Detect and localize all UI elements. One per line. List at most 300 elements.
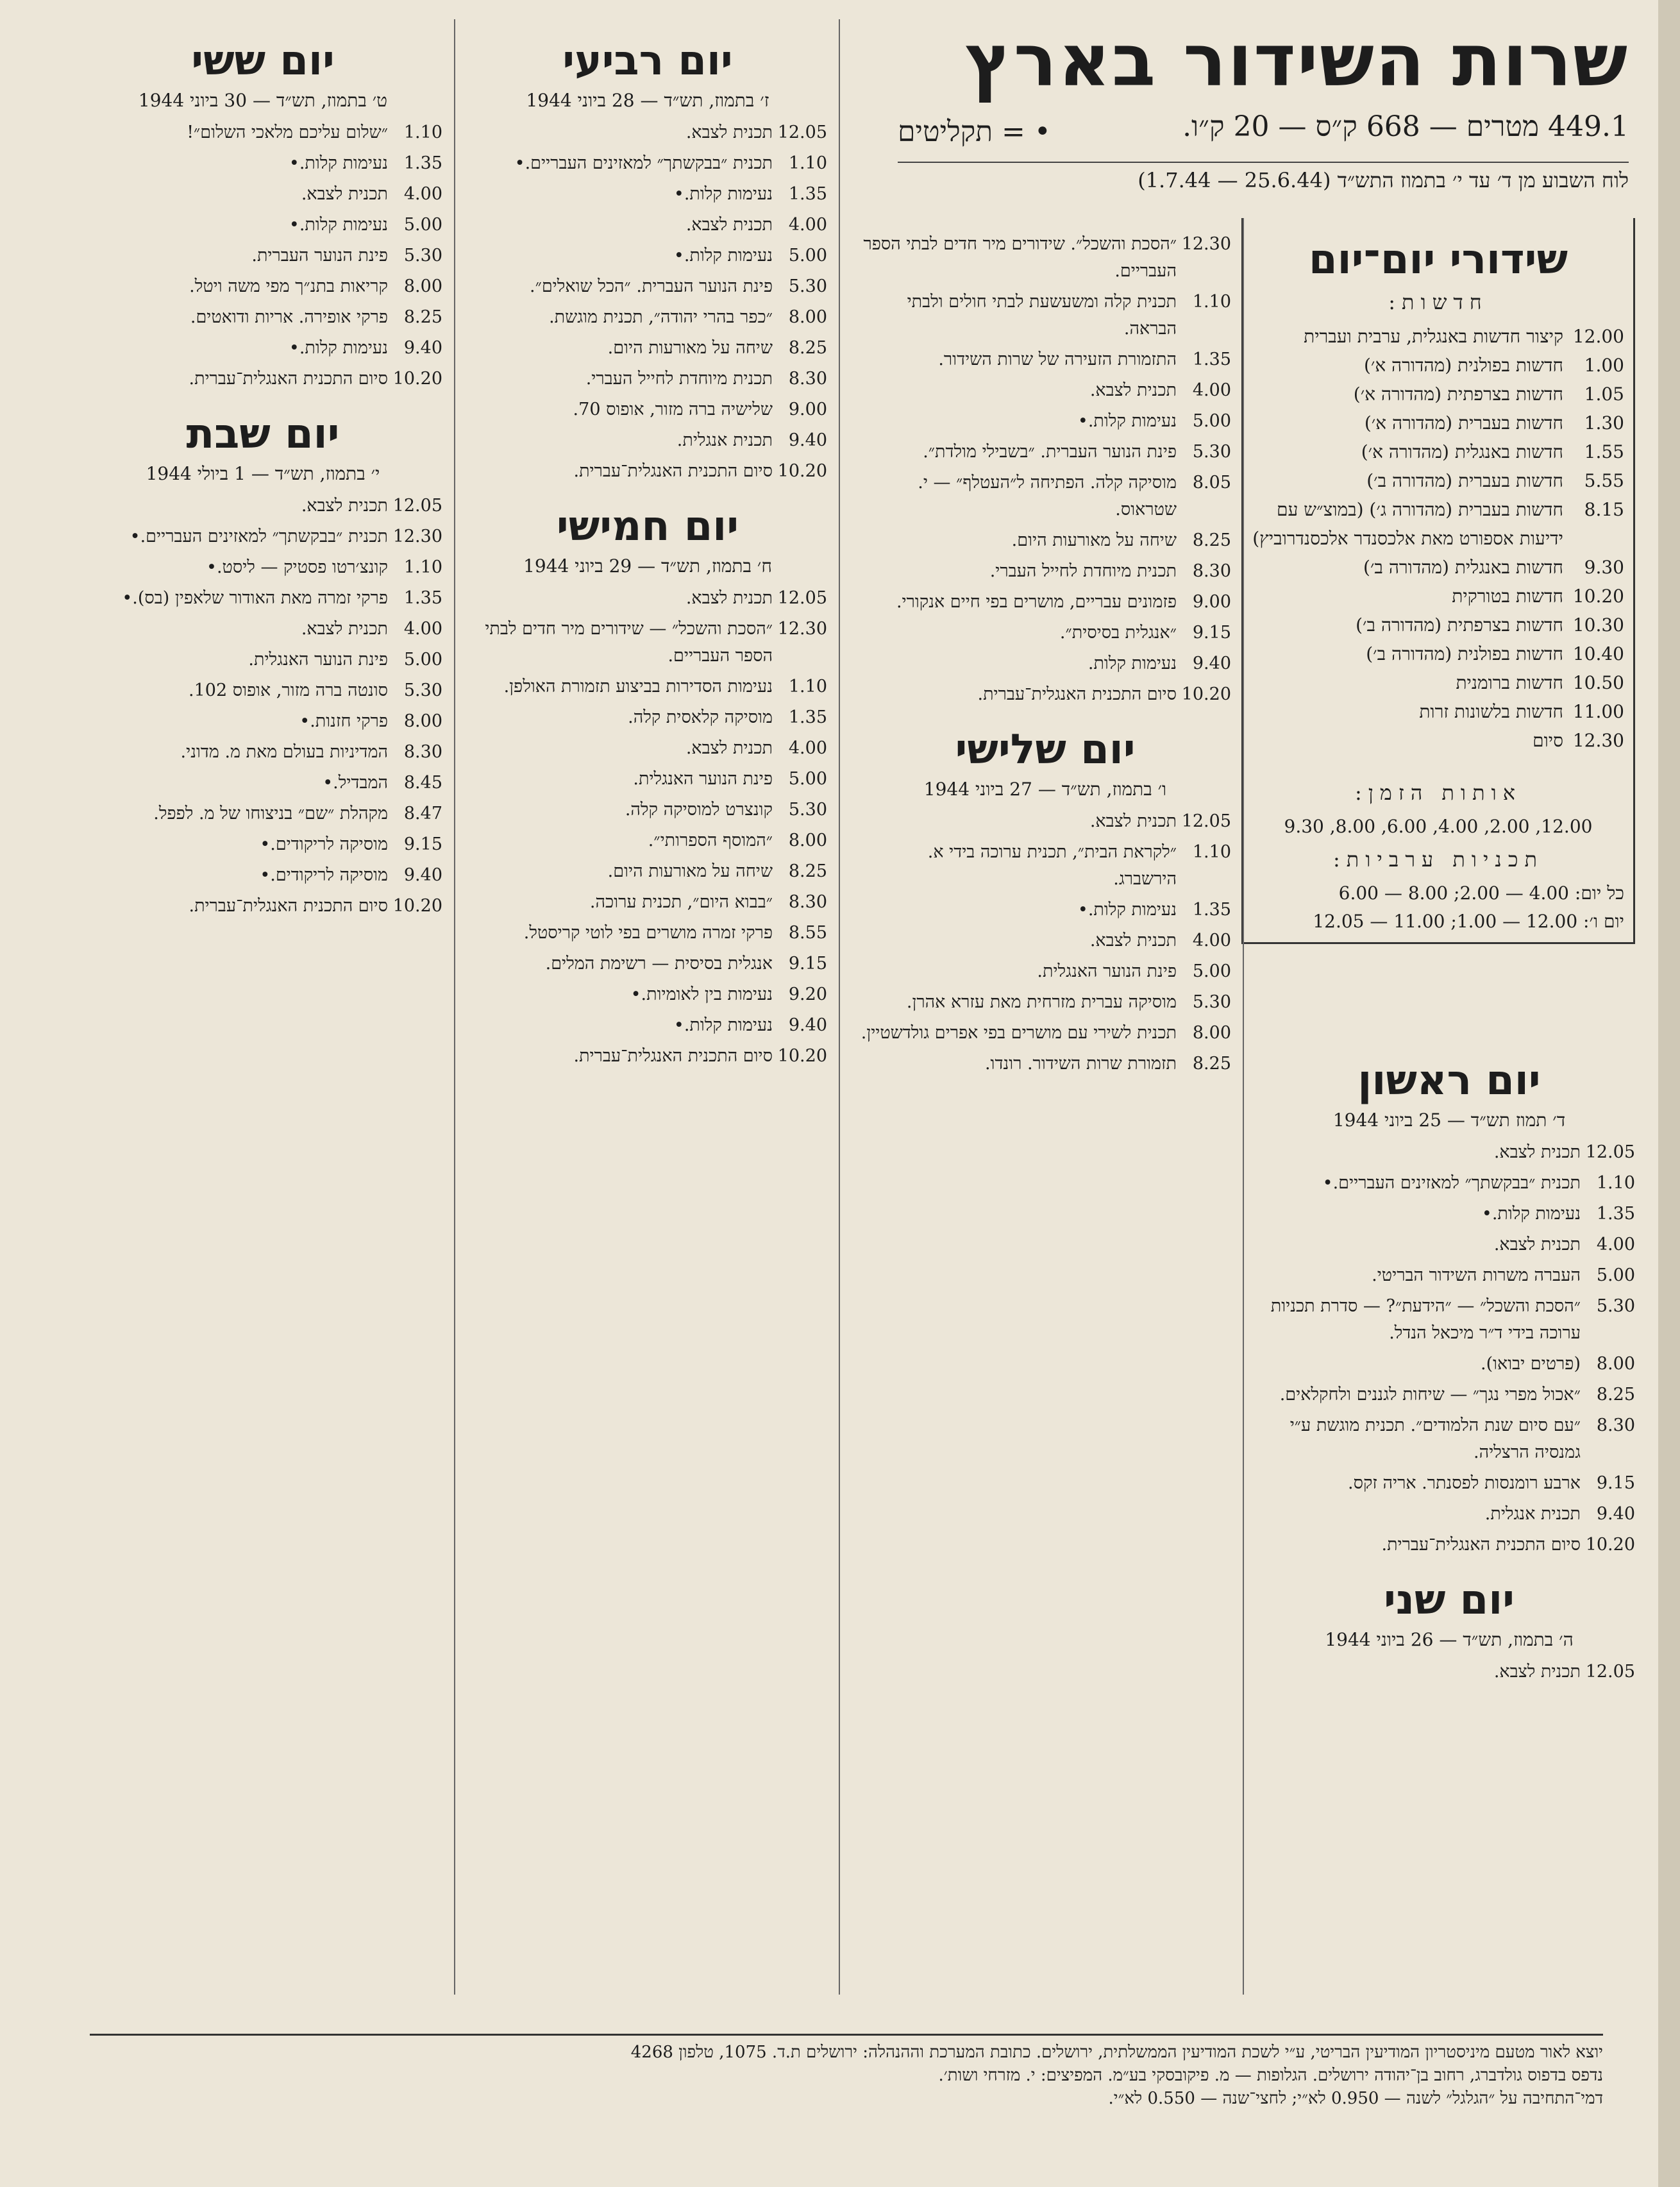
program-text: אנגלית בסיסית — רשימת המלים. <box>545 954 773 974</box>
program-text: תכנית ״בבקשתך״ למאזינים העבריים.• <box>1322 1173 1581 1193</box>
news-row <box>1252 726 1624 755</box>
program-item <box>1263 1231 1635 1258</box>
program-text: פזמונים עבריים, מושרים בפי חיים אנקורי. <box>896 592 1177 612</box>
program-time: 8.25 <box>1596 1385 1635 1405</box>
program-time: 5.30 <box>1192 442 1231 462</box>
program-item <box>859 927 1231 954</box>
program-time: 9.15 <box>403 834 442 854</box>
program-item <box>1263 1501 1635 1528</box>
news-time: 8.15 <box>1584 499 1624 520</box>
program-item <box>83 770 442 797</box>
news-time: 5.55 <box>1584 470 1624 491</box>
program-time: 8.30 <box>788 892 827 912</box>
column-rule <box>454 19 455 1995</box>
news-time: 10.30 <box>1572 614 1624 636</box>
program-time: 4.00 <box>788 215 827 235</box>
program-text: תכנית לצבא. <box>1493 1235 1581 1254</box>
program-text: ״לקראת הבית״, תכנית ערוכה בידי א. הירשברג. <box>927 842 1177 889</box>
news-text: חדשות בלשונות זרות <box>1419 701 1563 722</box>
news-time: 10.20 <box>1572 586 1624 607</box>
program-text: תכנית לצבא. <box>301 619 388 639</box>
program-time: 12.30 <box>1181 234 1231 254</box>
program-text: תכנית לצבא. <box>1089 380 1177 400</box>
program-text: ״שלום עליכם מלאכי השלום״! <box>187 122 388 142</box>
news-text: קיצור חדשות באנגלית, ערבית ועברית <box>1304 326 1563 347</box>
program-time: 5.30 <box>1596 1296 1635 1316</box>
program-time: 8.00 <box>403 276 442 296</box>
program-time: 5.30 <box>788 800 827 820</box>
program-time: 5.30 <box>788 276 827 296</box>
program-item <box>859 439 1231 466</box>
program-time: 10.20 <box>1585 1535 1635 1555</box>
program-item <box>859 958 1231 985</box>
program-item <box>859 589 1231 616</box>
program-item <box>468 396 827 423</box>
program-time: 12.05 <box>777 122 827 142</box>
program-text: נעימות קלות.• <box>289 153 388 173</box>
program-item <box>83 677 442 704</box>
program-time: 5.00 <box>1192 411 1231 431</box>
program-text: המדיניות בעולם מאת מ. מדוני. <box>180 742 388 762</box>
program-text: נעימות קלות.• <box>1077 411 1177 431</box>
program-text: נעימות קלות.• <box>673 184 773 204</box>
daily-box <box>1241 218 1635 944</box>
program-time: 9.00 <box>1192 592 1231 612</box>
program-time: 9.15 <box>1596 1473 1635 1493</box>
program-item <box>83 212 442 239</box>
program-time: 8.05 <box>1192 473 1231 493</box>
news-time: 11.00 <box>1572 701 1624 722</box>
program-text: נעימות קלות.• <box>1481 1204 1581 1224</box>
program-text: תכנית לצבא. <box>301 496 388 516</box>
program-time: 8.25 <box>403 307 442 327</box>
program-item <box>468 616 827 670</box>
program-time: 8.30 <box>788 369 827 389</box>
news-time: 10.40 <box>1572 643 1624 664</box>
day-date: ט׳ בתמוז, תש״ד — 30 ביוני 1944 <box>138 90 388 111</box>
program-text: העברה משרות השידור הבריטי. <box>1372 1265 1581 1285</box>
program-text: תכנית לצבא. <box>1089 931 1177 950</box>
program-item <box>83 554 442 581</box>
program-time: 8.00 <box>788 307 827 327</box>
program-item <box>83 150 442 177</box>
program-text: סיום התכנית האנגלית־עברית. <box>189 896 388 916</box>
program-time: 1.35 <box>788 707 827 727</box>
program-time: 4.00 <box>788 738 827 758</box>
program-item <box>859 620 1231 646</box>
program-time: 8.30 <box>403 742 442 762</box>
program-time: 1.10 <box>788 677 827 697</box>
program-item <box>1263 1139 1635 1166</box>
program-text: תזמורת שרות השידור. רונדו. <box>984 1054 1177 1074</box>
program-item <box>1263 1201 1635 1228</box>
footer-line-3: דמי־התחיבה על ״הגלגל״ לשנה — 0.950 לא״י; לחצי־שנה — 0.550 לא״י. <box>1108 2089 1603 2108</box>
program-time: 5.00 <box>403 215 442 235</box>
program-time: 8.25 <box>788 861 827 881</box>
program-item <box>468 212 827 239</box>
program-text: (פרטים יבואו). <box>1481 1354 1581 1374</box>
program-item <box>468 920 827 947</box>
program-item <box>83 523 442 550</box>
program-item <box>468 150 827 177</box>
program-text: תכנית לצבא. <box>685 588 773 608</box>
program-time: 5.00 <box>1596 1265 1635 1285</box>
program-item <box>859 897 1231 924</box>
program-item <box>83 616 442 643</box>
program-item <box>859 1051 1231 1077</box>
program-time: 10.20 <box>1181 684 1231 704</box>
program-text: פרקי זמרה מאת האודור שלאפין (בס).• <box>122 588 388 608</box>
program-text: מוסיקה קלאסית קלה. <box>628 707 773 727</box>
day-title: יום שני <box>1383 1576 1515 1624</box>
program-text: תכנית לצבא. <box>1089 811 1177 831</box>
footer-line-1: יוצא לאור מטעם מיניסטריון המודיעין הבריטי, ע״י לשכת המודיעין הממשלתית, ירושלים. כתובת המערכת וההנהלה: ירושלים ת.ד. 1075, טלפון 4268 <box>630 2043 1603 2062</box>
news-text: חדשות בפולנית (מהדורה ב׳) <box>1366 643 1563 664</box>
program-text: ״הסכת והשכל״. שידורים מיר חדים לבתי הספר העבריים. <box>863 234 1177 281</box>
program-text: ״הסכת והשכל״ — שידורים מיר חדים לבתי הספר העבריים. <box>485 619 773 666</box>
program-text: תכנית לצבא. <box>1493 1142 1581 1162</box>
program-text: פרקי חזנות.• <box>299 711 388 731</box>
program-item <box>1263 1659 1635 1685</box>
program-text: סיום התכנית האנגלית־עברית. <box>189 369 388 389</box>
program-time: 8.55 <box>788 923 827 943</box>
program-time: 5.00 <box>788 246 827 266</box>
program-text: ״כפר בהרי יהודה״, תכנית מוגשת. <box>549 307 773 327</box>
program-item <box>468 304 827 331</box>
news-text: חדשות בפולנית (מהדורה א׳) <box>1363 355 1563 376</box>
masthead-title: שרות השידור בארץ <box>964 19 1629 103</box>
program-time: 1.10 <box>403 122 442 142</box>
program-item <box>1263 1381 1635 1408</box>
program-text: מקהלת ״שם״ בניצוחו של מ. לפפל. <box>153 804 388 823</box>
day-date: ז׳ בתמוז, תש״ד — 28 ביוני 1944 <box>526 90 769 111</box>
program-item <box>859 527 1231 554</box>
program-item <box>859 1020 1231 1047</box>
program-item <box>83 585 442 612</box>
day-title: יום ששי <box>191 37 335 85</box>
program-text: ״בבוא היום״, תכנית ערוכה. <box>589 892 773 912</box>
news-text: חדשות בעברית (מהדורה ב׳) <box>1366 470 1563 491</box>
news-time: 10.50 <box>1572 672 1624 693</box>
program-text: נעימות קלות.• <box>289 215 388 235</box>
program-time: 9.20 <box>788 984 827 1004</box>
program-item <box>859 650 1231 677</box>
program-item <box>83 181 442 208</box>
program-item <box>468 366 827 393</box>
program-text: נעימות קלות.• <box>673 1015 773 1035</box>
program-time: 1.10 <box>1192 842 1231 862</box>
program-time: 9.40 <box>403 338 442 358</box>
masthead-week: לוח השבוע מן ד׳ עד י׳ בתמוז התש״ד (25.6.44 — 1.7.44) <box>898 162 1629 192</box>
program-time: 5.30 <box>403 680 442 700</box>
program-item <box>468 181 827 208</box>
column-1 <box>1263 1039 1635 1689</box>
program-item <box>859 289 1231 342</box>
program-item <box>859 558 1231 585</box>
program-item <box>83 304 442 331</box>
program-text: פינת הנוער העברית. ״הכל שואלים״. <box>529 276 773 296</box>
program-time: 4.00 <box>403 184 442 204</box>
news-text: חדשות בעברית (מהדורה ג׳) (במוצ״ש עם ידיעות אספורט מאת אלכסנדר אלכסנדרוביץ) <box>1252 499 1563 549</box>
news-heading: חדשות: <box>1388 290 1488 314</box>
program-item <box>83 366 442 393</box>
news-row <box>1252 495 1624 553</box>
program-text: קונצרט למוסיקה קלה. <box>625 800 773 820</box>
program-item <box>1263 1262 1635 1289</box>
program-time: 1.35 <box>1596 1204 1635 1224</box>
daily-title: שידורי יום־יום <box>1309 236 1568 283</box>
program-item <box>83 708 442 735</box>
program-text: נעימות בין לאומיות.• <box>630 984 773 1004</box>
program-text: נעימות הסדירות בביצוע תזמורת האולפן. <box>503 677 773 697</box>
program-time: 10.20 <box>777 461 827 481</box>
program-text: שלישיה ברה מזור, אופוס 70. <box>573 400 773 419</box>
news-time: 12.00 <box>1572 326 1624 347</box>
program-text: תכנית מיוחדת לחייל העברי. <box>989 561 1177 581</box>
arabic-line-1: כל יום: 4.00 — 2.00; 8.00 — 6.00 <box>1338 882 1624 904</box>
program-time: 8.00 <box>1596 1354 1635 1374</box>
program-item <box>83 862 442 889</box>
program-text: קריאות בתנ״ך מפי משה ויטל. <box>189 276 388 296</box>
program-text: תכנית לצבא. <box>685 122 773 142</box>
program-text: תכנית לצבא. <box>685 215 773 235</box>
day-date: ה׳ בתמוז, תש״ד — 26 ביוני 1944 <box>1325 1629 1574 1650</box>
time-signals: 12.00, 2.00, 4.00, 6.00, 8.00, 9.30 <box>1284 816 1593 837</box>
program-item <box>859 408 1231 435</box>
program-text: ״אנגלית בסיסית״. <box>1059 623 1177 643</box>
program-item <box>83 739 442 766</box>
program-time: 12.05 <box>392 496 442 516</box>
program-item <box>468 673 827 700</box>
program-time: 1.10 <box>1192 292 1231 312</box>
program-time: 1.35 <box>1192 350 1231 369</box>
program-text: ״אכול מפרי נגך״ — שיחות לגננים ולחקלאים. <box>1279 1385 1581 1405</box>
day-title: יום רביעי <box>562 37 733 85</box>
time-signals-heading: אותות הזמן: <box>1354 781 1522 805</box>
program-text: פינת הנוער העברית. <box>251 246 388 266</box>
program-text: מוסיקה קלה. הפתיחה ל״העטלף״ — י. שטראוס. <box>918 473 1177 519</box>
news-row <box>1252 409 1624 437</box>
program-item <box>468 766 827 793</box>
program-time: 9.15 <box>788 954 827 974</box>
program-text: ״הסכת והשכל״ — ״הידעת״? — סדרת תכניות ערוכה בידי ד״ר מיכאל הנדל. <box>1270 1296 1581 1343</box>
day-title: יום חמישי <box>556 503 739 550</box>
program-time: 9.40 <box>788 430 827 450</box>
program-item <box>468 950 827 977</box>
masthead-frequency: 449.1 מטרים — 668 ק״ס — 20 ק״ו. <box>1182 110 1629 143</box>
program-item <box>859 469 1231 523</box>
program-text: מוסיקה לריקודים.• <box>260 834 388 854</box>
program-text: פינת הנוער האנגלית. <box>633 769 773 789</box>
program-time: 5.00 <box>1192 961 1231 981</box>
program-text: נעימות קלות.• <box>673 246 773 266</box>
program-item <box>1263 1470 1635 1497</box>
program-time: 9.00 <box>788 400 827 419</box>
program-time: 5.30 <box>1192 992 1231 1012</box>
arabic-heading: תכניות ערביות: <box>1333 847 1543 872</box>
program-time: 8.47 <box>403 804 442 823</box>
column-rule <box>839 19 840 1995</box>
program-time: 9.40 <box>1192 654 1231 673</box>
program-item <box>859 377 1231 404</box>
program-text: סיום התכנית האנגלית־עברית. <box>573 461 773 481</box>
program-time: 10.20 <box>392 369 442 389</box>
news-text: חדשות בעברית (מהדורה א׳) <box>1364 412 1563 434</box>
news-row <box>1252 380 1624 409</box>
program-item <box>1263 1412 1635 1466</box>
program-text: מוסיקה לריקודים.• <box>260 865 388 885</box>
program-time: 10.20 <box>392 896 442 916</box>
program-text: קונצ׳רטו פסטיק — ליסט.• <box>206 557 388 577</box>
program-item <box>1263 1351 1635 1378</box>
program-item <box>468 827 827 854</box>
program-item <box>468 119 827 146</box>
program-time: 8.25 <box>1192 530 1231 550</box>
program-time: 8.45 <box>403 773 442 793</box>
program-item <box>468 335 827 362</box>
program-item <box>1263 1532 1635 1558</box>
program-item <box>859 681 1231 708</box>
program-time: 12.05 <box>1585 1662 1635 1682</box>
program-text: מוסיקה עברית מזרחית מאת עזרא אהרן. <box>906 992 1177 1012</box>
program-item <box>83 273 442 300</box>
program-text: תכנית לצבא. <box>685 738 773 758</box>
program-item <box>83 831 442 858</box>
program-time: 4.00 <box>403 619 442 639</box>
program-time: 1.35 <box>403 588 442 608</box>
program-item <box>83 646 442 673</box>
day-title: יום שלישי <box>955 726 1136 773</box>
column-4 <box>83 19 442 924</box>
news-row <box>1252 351 1624 380</box>
news-row <box>1252 322 1624 351</box>
program-text: נעימות קלות. <box>1088 654 1177 673</box>
program-time: 8.00 <box>403 711 442 731</box>
program-time: 5.00 <box>403 650 442 670</box>
program-item <box>468 981 827 1008</box>
news-time: 12.30 <box>1572 730 1624 751</box>
day-date: ו׳ בתמוז, תש״ד — 27 ביוני 1944 <box>923 779 1167 800</box>
news-text: חדשות באנגלית (מהדורה א׳) <box>1361 441 1563 462</box>
program-time: 8.30 <box>1192 561 1231 581</box>
news-time: 1.55 <box>1584 441 1624 462</box>
news-time: 1.00 <box>1584 355 1624 376</box>
program-item <box>468 1012 827 1039</box>
footer-line-2: נדפס בדפוס גולדברג, רחוב בן־יהודה ירושלים. הגלופות — מ. פיקובסקי בע״מ. המפיצים: י. מזרחי ושות׳. <box>938 2066 1603 2085</box>
program-time: 8.30 <box>1596 1415 1635 1435</box>
program-text: פרקי אופירה. אריות ודואטים. <box>190 307 388 327</box>
program-time: 12.05 <box>1181 811 1231 831</box>
program-time: 1.35 <box>403 153 442 173</box>
program-item <box>468 735 827 762</box>
column-2 <box>859 231 1231 1081</box>
program-text: שיחה על מאורעות היום. <box>607 861 773 881</box>
column-3 <box>468 19 827 1074</box>
program-item <box>468 1043 827 1070</box>
program-text: פינת הנוער העברית. ״בשבילי מולדת״. <box>923 442 1177 462</box>
program-text: פינת הנוער האנגלית. <box>1037 961 1177 981</box>
program-item <box>83 242 442 269</box>
program-item <box>468 704 827 731</box>
program-text: פינת הנוער האנגלית. <box>248 650 388 670</box>
news-row <box>1252 553 1624 582</box>
program-time: 9.15 <box>1192 623 1231 643</box>
program-text: שיחה על מאורעות היום. <box>607 338 773 358</box>
program-item <box>468 889 827 916</box>
program-text: נעימות קלות.• <box>289 338 388 358</box>
program-time: 12.30 <box>392 527 442 546</box>
masthead-legend: • = תקליטים <box>898 115 1051 148</box>
program-text: ארבע רומנסות לפסנתר. אריה זקס. <box>1348 1473 1581 1493</box>
program-item <box>83 893 442 920</box>
program-item <box>83 119 442 146</box>
program-text: סיום התכנית האנגלית־עברית. <box>573 1046 773 1066</box>
news-time: 1.30 <box>1584 412 1624 434</box>
program-time: 12.05 <box>1585 1142 1635 1162</box>
news-text: חדשות בצרפתית (מהדורה א׳) <box>1353 384 1563 405</box>
program-item <box>859 346 1231 373</box>
program-time: 1.35 <box>1192 900 1231 920</box>
program-time: 8.00 <box>788 831 827 850</box>
program-item <box>859 808 1231 835</box>
program-text: שיחה על מאורעות היום. <box>1011 530 1177 550</box>
program-item <box>1263 1293 1635 1347</box>
page-edge <box>1658 0 1680 2187</box>
news-text: חדשות בצרפתית (מהדורה ב׳) <box>1356 614 1563 636</box>
news-row <box>1252 697 1624 726</box>
program-time: 8.25 <box>1192 1054 1231 1074</box>
day-date: ד׳ תמוז תש״ד — 25 ביוני 1944 <box>1332 1110 1566 1131</box>
program-time: 12.05 <box>777 588 827 608</box>
news-row <box>1252 437 1624 466</box>
program-time: 9.40 <box>788 1015 827 1035</box>
program-text: תכנית ״בבקשתך״ למאזינים העבריים.• <box>514 153 773 173</box>
news-text: חדשות באנגלית (מהדורה ב׳) <box>1363 557 1563 578</box>
program-time: 1.10 <box>403 557 442 577</box>
program-text: פרקי זמרה מושרים בפי לוטי קריסטל. <box>523 923 773 943</box>
news-row <box>1252 668 1624 697</box>
program-text: נעימות קלות.• <box>1077 900 1177 920</box>
program-item <box>468 797 827 823</box>
program-text: התזמורת הזעירה של שרות השידור. <box>938 350 1177 369</box>
program-item <box>468 458 827 485</box>
program-text: תכנית אנגלית. <box>1484 1504 1581 1524</box>
program-text: ״עם סיום שנת הלמודים״. תכנית מוגשת ע״י גמנסיה הרצליה. <box>1289 1415 1581 1462</box>
day-title: יום ראשון <box>1357 1057 1541 1104</box>
program-text: תכנית ״בבקשתך״ למאזינים העבריים.• <box>130 527 388 546</box>
program-time: 10.20 <box>777 1046 827 1066</box>
day-title: יום שבת <box>186 410 340 458</box>
program-item <box>1263 1170 1635 1197</box>
news-row <box>1252 466 1624 495</box>
program-time: 5.00 <box>788 769 827 789</box>
news-row <box>1252 611 1624 639</box>
program-text: ״המוסף הספרותי״. <box>648 831 773 850</box>
program-time: 8.25 <box>788 338 827 358</box>
program-text: סיום התכנית האנגלית־עברית. <box>977 684 1177 704</box>
program-text: תכנית אנגלית. <box>676 430 773 450</box>
program-time: 9.40 <box>1596 1504 1635 1524</box>
program-item <box>859 989 1231 1016</box>
program-text: סיום התכנית האנגלית־עברית. <box>1381 1535 1581 1555</box>
program-item <box>468 242 827 269</box>
program-item <box>468 427 827 454</box>
news-time: 1.05 <box>1584 384 1624 405</box>
masthead <box>898 19 1629 215</box>
news-row <box>1252 639 1624 668</box>
news-text: חדשות בטורקית <box>1452 586 1563 607</box>
day-date: י׳ בתמוז, תש״ד — 1 ביולי 1944 <box>146 463 380 484</box>
